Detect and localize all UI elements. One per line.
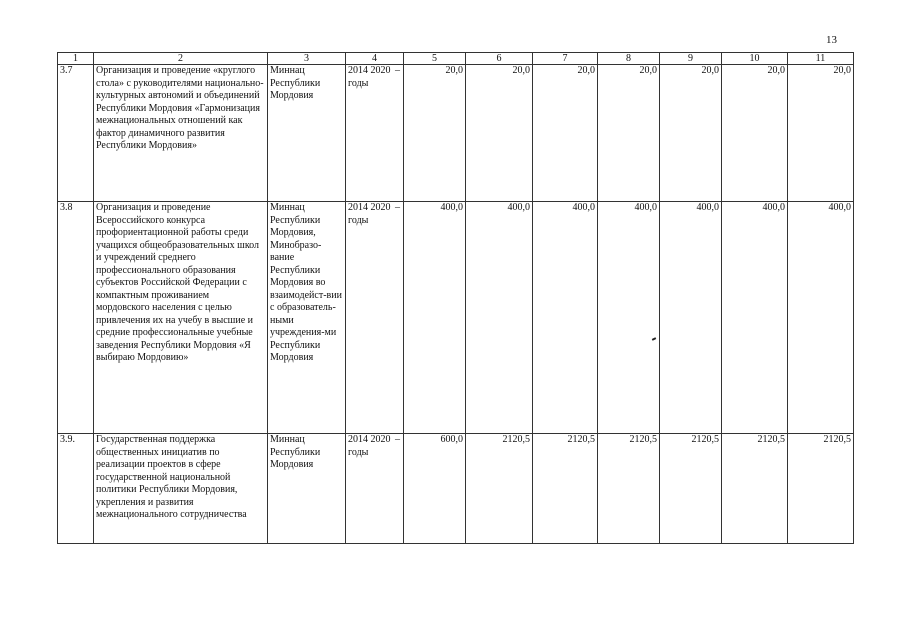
row-value: 2120,5 [660, 434, 722, 544]
col-header: 8 [598, 53, 660, 65]
row-value: 600,0 [404, 434, 466, 544]
table-row [58, 434, 854, 544]
row-value: 2120,5 [466, 434, 533, 544]
row-period [346, 434, 404, 544]
row-value: 400,0 [598, 202, 660, 434]
table-row [58, 202, 854, 434]
period-dash: – [395, 202, 400, 213]
row-value: 2120,5 [788, 434, 854, 544]
program-table [57, 52, 854, 544]
col-header: 5 [404, 53, 466, 65]
col-header: 9 [660, 53, 722, 65]
period-text: 2014 2020 годы [348, 65, 391, 89]
row-value: 400,0 [788, 202, 854, 434]
row-period [346, 65, 404, 202]
row-executor: Миннац Республики Мордовия, Минобразо-вание Республики Мордовия во взаимодейст-вии с образователь-ными учреждения-ми Республики Мордовия [268, 202, 346, 434]
row-value: 400,0 [722, 202, 788, 434]
row-value: 2120,5 [722, 434, 788, 544]
row-number: 3.9. [58, 434, 94, 544]
row-value: 400,0 [660, 202, 722, 434]
row-value: 2120,5 [533, 434, 598, 544]
row-value: 20,0 [533, 65, 598, 202]
period-text: 2014 2020 годы [348, 434, 391, 458]
period-dash: – [395, 434, 400, 445]
col-header: 10 [722, 53, 788, 65]
page-number: 13 [826, 34, 837, 46]
header-row [58, 53, 854, 65]
row-number: 3.8 [58, 202, 94, 434]
row-value: 20,0 [466, 65, 533, 202]
row-value: 20,0 [598, 65, 660, 202]
row-executor: Миннац Республики Мордовия [268, 434, 346, 544]
row-value: 20,0 [788, 65, 854, 202]
col-header: 6 [466, 53, 533, 65]
row-value: 400,0 [404, 202, 466, 434]
row-executor: Миннац Республики Мордовия [268, 65, 346, 202]
row-period [346, 202, 404, 434]
col-header: 11 [788, 53, 854, 65]
col-header: 4 [346, 53, 404, 65]
col-header: 3 [268, 53, 346, 65]
col-header: 1 [58, 53, 94, 65]
row-value: 20,0 [404, 65, 466, 202]
col-header: 2 [94, 53, 268, 65]
row-value: 2120,5 [598, 434, 660, 544]
row-description: Государственная поддержка общественных инициатив по реализации проектов в сфере государственной национальной политики Республики Мордовия, укрепления и развития межнационального сотрудничества [94, 434, 268, 544]
period-dash: – [395, 65, 400, 76]
row-description: Организация и проведение «круглого стола» с руководителями национально-культурных автономий и объединений Республики Мордовия «Гармонизация межнациональных отношений как фактор динамичного развития Республики Мордовия» [94, 65, 268, 202]
row-value: 20,0 [660, 65, 722, 202]
row-description: Организация и проведение Всероссийского конкурса профориентационной работы среди учащихся общеобразовательных школ и учреждений среднего профессионального образования субъектов Российской Федерации с компактным проживанием мордовского населения с целью привлечения их на учебу в высшие и средние профессиональные учебные заведения Республики Мордовия «Я выбираю Мордовию» [94, 202, 268, 434]
period-text: 2014 2020 годы [348, 202, 391, 226]
row-value: 400,0 [466, 202, 533, 434]
table-row [58, 65, 854, 202]
col-header: 7 [533, 53, 598, 65]
row-number: 3.7 [58, 65, 94, 202]
row-value: 400,0 [533, 202, 598, 434]
row-value: 20,0 [722, 65, 788, 202]
